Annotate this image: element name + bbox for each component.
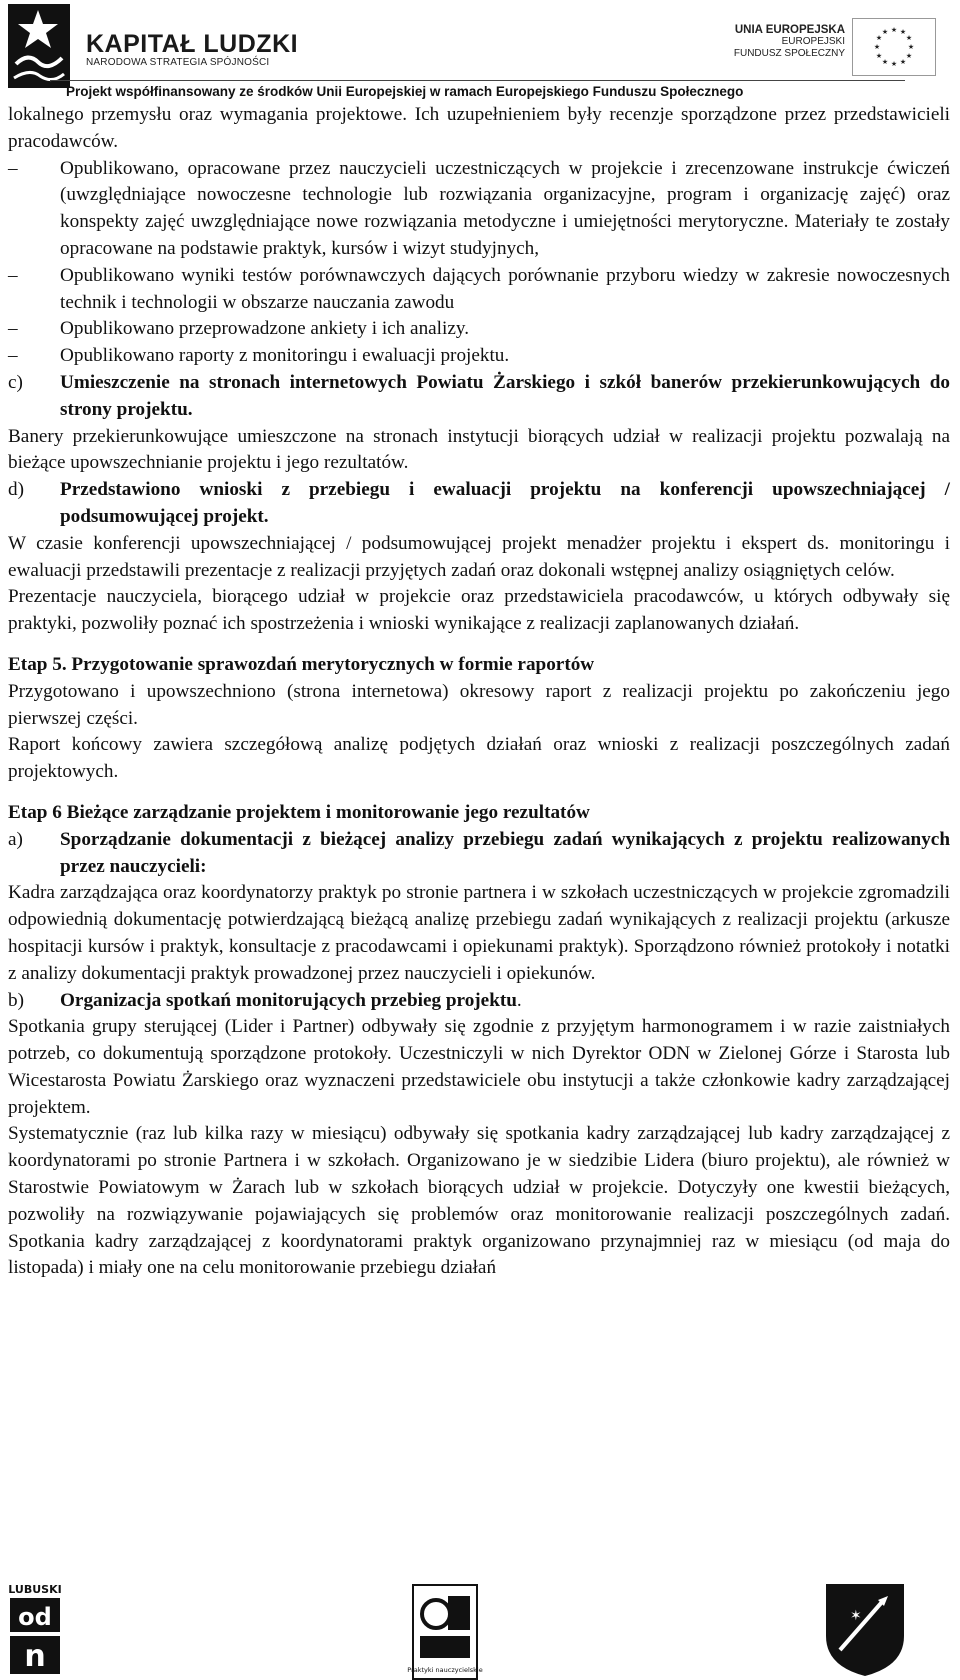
section-d-heading — [8, 477, 950, 531]
svg-text:★: ★ — [899, 58, 907, 66]
paragraph: Spotkania grupy sterującej (Lider i Partner) odbywały się zgodnie z przyjętym harmonogramem i w razie zaistniałych potrzeb, co dokumentują sporządzone protokoły. Uczestniczyli w nich Dyrektor ODN w Zielonej Górze i Starosta lub Wicestarosta Powiatu Żarskiego oraz wyznaczeni przedstawiciele obu instytucji a także członkowie kadry zarządzającej projektem. — [8, 1016, 950, 1118]
svg-text:✶: ✶ — [850, 1608, 862, 1624]
list-item — [8, 316, 950, 343]
list-marker: a) — [8, 828, 23, 850]
paragraph: Banery przekierunkowujące umieszczone na stronach instytucji biorących udział w realizacji projektu pozwalają na bieżące upowszechnianie projektu i jego rezultatów. — [8, 425, 950, 474]
svg-text:★: ★ — [881, 58, 889, 66]
paragraph: W czasie konferencji upowszechniającej / podsumowującej projekt menadżer projektu i ekspert ds. monitoringu i ewaluacji przedstawili prezentacje z realizacji przyjętych zadań oraz dokonali wstępnej analizy osiągniętych celów. — [8, 532, 950, 581]
list-item — [8, 343, 950, 370]
svg-text:★: ★ — [875, 52, 883, 60]
lubuski-logo-letter-2: n — [24, 1639, 46, 1674]
heading-text: Przedstawiono wnioski z przebiegu i ewaluacji projektu na konferencji upowszechniającej / podsumowującej projekt. — [60, 479, 950, 527]
page-header — [0, 0, 960, 102]
list-item-text: Opublikowano wyniki testów porównawczych dających porównanie przyboru wiedzy w zakresie nowoczesnych technik i technologii w obszarze nauczania zawodu — [60, 264, 950, 313]
lubuski-logo-letters: od — [18, 1603, 52, 1631]
praktyki-nauczycielskie-logo — [407, 1584, 483, 1680]
section-a-heading — [8, 827, 950, 881]
heading-text: Organizacja spotkań monitorujących przebieg projektu — [60, 989, 517, 1011]
dash-marker: – — [8, 318, 18, 340]
document-body — [8, 102, 950, 1282]
dash-marker: – — [8, 345, 18, 367]
lubuski-odn-logo — [6, 1580, 64, 1678]
eu-label — [734, 24, 845, 60]
header-divider — [50, 80, 905, 81]
powiat-crest-logo — [822, 1580, 908, 1678]
list-item-text: Opublikowano raporty z monitoringu i ewaluacji projektu. — [60, 345, 510, 367]
list-item-text: Opublikowano, opracowane przez nauczycieli uczestniczących w projekcie i zrecenzowane instrukcje ćwiczeń (uwzględniające nowoczesne technologie lub rozwiązania organizacyjne, program i organizację zajęć) oraz konspekty zajęć uwzględniające nowe rozwiązania metodyczne i umiejętności merytoryczne. Materiały te zostały opracowane na podstawie praktyk, kursów i wizyt studyjnych, — [60, 157, 950, 259]
cofinancing-note: Projekt współfinansowany ze środków Unii Europejskiej w ramach Europejskiego Funduszu Społecznego — [66, 84, 744, 99]
logo-subtitle: NARODOWA STRATEGIA SPÓJNOŚCI — [86, 57, 270, 68]
lubuski-logo-text: LUBUSKI — [8, 1583, 62, 1596]
kapital-ludzki-logo — [8, 4, 70, 88]
eu-flag-icon — [852, 18, 936, 76]
paragraph: Kadra zarządzająca oraz koordynatorzy praktyk po stronie partnera i w szkołach uczestniczących w projekcie zgromadzili odpowiednią dokumentację potwierdzającą bieżącą analizę przebiegu zadań wynikających z realizacji projektu (arkusze hospitacji kursów i praktyk, konsultacje z pracodawcami i opiekunami praktyk). Sporządzono również protokoły i notatki z analizy dokumentacji praktyk prowadzonej przez nauczycieli i opiekunów. — [8, 882, 950, 984]
paragraph-continued: lokalnego przemysłu oraz wymagania projektowe. Ich uzupełnieniem były recenzje sporządzone przez przedstawicieli pracodawców. — [8, 104, 950, 152]
list-item-text: Opublikowano przeprowadzone ankiety i ich analizy. — [60, 318, 470, 340]
list-item — [8, 263, 950, 317]
list-item — [8, 156, 950, 263]
eu-line-2: EUROPEJSKI — [781, 36, 845, 47]
svg-text:★: ★ — [905, 34, 913, 42]
section-c-heading — [8, 370, 950, 424]
list-marker: b) — [8, 989, 24, 1011]
paragraph: Przygotowano i upowszechniono (strona internetowa) okresowy raport z realizacji projektu po zakończeniu jego pierwszej części. — [8, 680, 950, 729]
eu-line-3: FUNDUSZ SPOŁECZNY — [733, 48, 845, 59]
svg-text:★: ★ — [905, 52, 913, 60]
heading-period: . — [516, 989, 522, 1011]
list-marker: d) — [8, 479, 24, 501]
etap6-heading: Etap 6 Bieżące zarządzanie projektem i monitorowanie jego rezultatów — [8, 801, 590, 823]
heading-text: Sporządzanie dokumentacji z bieżącej analizy przebiegu zadań wynikających z projektu realizowanych przez nauczycieli: — [60, 828, 950, 877]
dash-marker: – — [8, 157, 18, 179]
section-b-heading — [8, 988, 950, 1015]
heading-text: Umieszczenie na stronach internetowych Powiatu Żarskiego i szkół banerów przekierunkowujących do strony projektu. — [60, 371, 950, 420]
list-marker: c) — [8, 371, 23, 393]
svg-text:★: ★ — [873, 43, 881, 51]
svg-text:★: ★ — [907, 43, 915, 51]
page-footer — [0, 1562, 960, 1679]
logo-title: KAPITAŁ LUDZKI — [86, 30, 299, 58]
svg-text:★: ★ — [899, 28, 907, 36]
paragraph: Systematycznie (raz lub kilka razy w miesiącu) odbywały się spotkania kadry zarządzającej lub kadry zarządzającej z koordynatorami po stronie Partnera i w szkołach. Organizowano je w siedzibie Lidera (biuro projektu), ale również w Starostwie Powiatowym w Żarach lub w szkołach biorących udział w projekcie. Dotyczyły one kwestii bieżących, pozwoliły na rozwiązywanie pojawiających się problemów oraz monitorowanie realizacji poszczególnych zadań. Spotkania kadry zarządzającej z koordynatorami praktyk organizowano przynajmniej raz w miesiącu (od maja do listopada) i miały one na celu monitorowanie przebiegu działań — [8, 1123, 950, 1279]
eu-line-1: UNIA EUROPEJSKA — [734, 24, 845, 36]
svg-text:★: ★ — [890, 26, 898, 34]
center-logo-caption: Praktyki nauczycielskie — [407, 1666, 483, 1674]
svg-text:★: ★ — [881, 28, 889, 36]
etap5-heading: Etap 5. Przygotowanie sprawozdań merytorycznych w formie raportów — [8, 653, 595, 675]
paragraph: Raport końcowy zawiera szczegółową analizę podjętych działań oraz wnioski z realizacji poszczególnych zadań projektowych. — [8, 734, 950, 783]
dash-marker: – — [8, 264, 18, 286]
paragraph: Prezentacje nauczyciela, biorącego udział w projekcie oraz przedstawiciela pracodawców, u których odbywały się praktyki, pozwoliły poznać ich spostrzeżenia i wnioski wynikające z realizacji zaplanowanych działań. — [8, 586, 950, 635]
svg-text:★: ★ — [875, 34, 883, 42]
svg-text:★: ★ — [890, 60, 898, 68]
